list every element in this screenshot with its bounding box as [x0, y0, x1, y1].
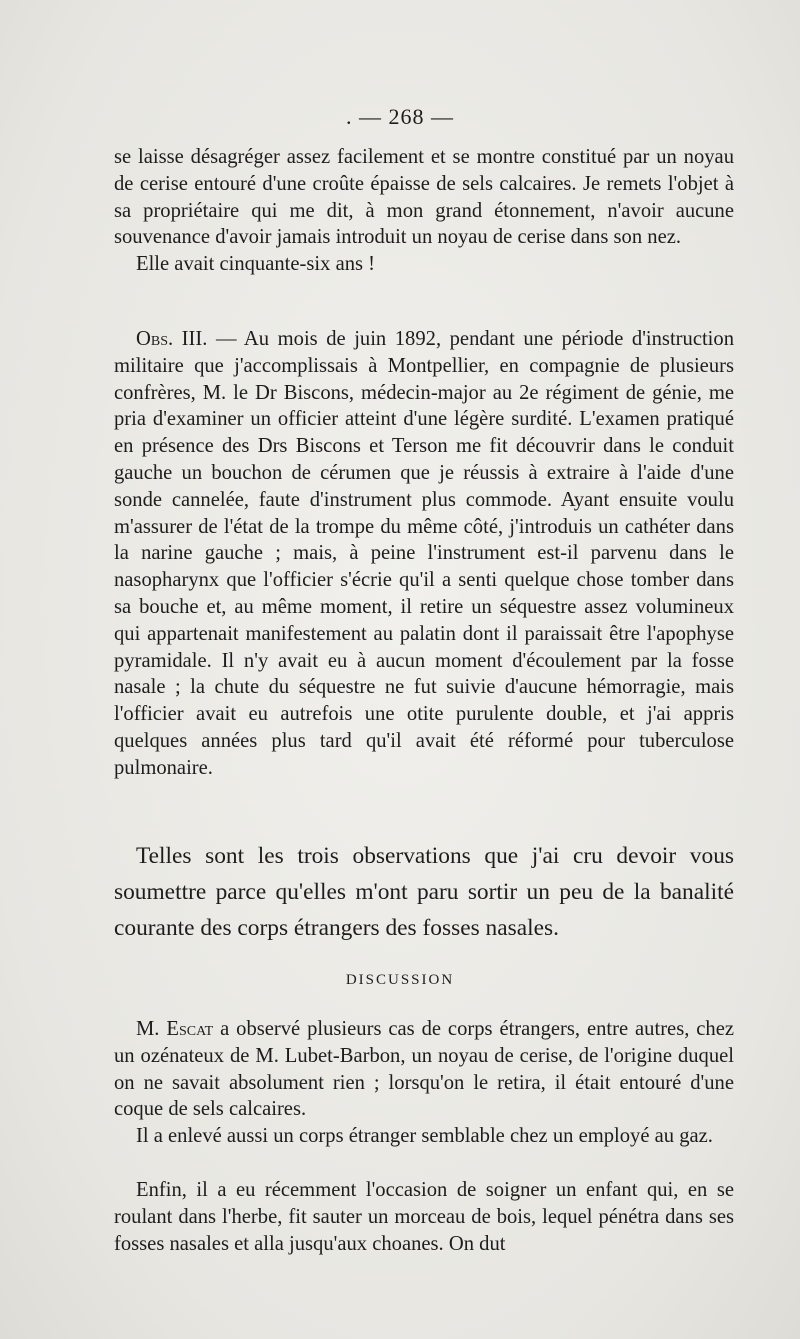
continuation-paragraph-block	[114, 144, 734, 278]
observation-text: — Au mois de juin 1892, pendant une période d'instruction militaire que j'accomplissais à Montpellier, en compagnie de plusieurs confrères, M. le Dr Biscons, médecin-major au 2e régiment de génie, me pria d'examiner un officier atteint d'une légère surdité. L'examen pratiqué en présence des Drs Biscons et Terson me fit découvrir dans le conduit gauche un bouchon de cérumen que je réussis à extraire à l'aide d'une sonde cannelée, faute d'instrument plus commode. Ayant ensuite voulu m'assurer de l'état de la trompe du même côté, j'introduis un cathéter dans la narine gauche ; mais, à peine l'instrument est-il parvenu dans le nasopharynx que l'officier s'écrie qu'il a senti quelque chose tomber dans sa bouche et, au même moment, il retire un séquestre assez volumineux qui appartenait manifestement au palatin dont il paraissait être l'apophyse pyramidale. Il n'y avait eu à aucun moment d'écoulement par la fosse nasale ; la chute du séquestre ne fut suivie d'aucune hémorragie, mais l'officier avait eu autrefois une otite purulente double, et j'ai appris quelques années plus tard qu'il avait été réformé pour tuberculose pulmonaire.	[114, 328, 734, 779]
discussion-paragraph-1	[114, 1016, 734, 1123]
speaker-name: M. Escat	[136, 1018, 214, 1040]
observation-label: Obs. III.	[136, 328, 208, 350]
page-number: . — 268 —	[346, 104, 454, 129]
observation-3	[114, 326, 734, 782]
continuation-paragraph: se laisse désagréger assez facilement et se montre constitué par un noyau de cerise entouré d'une croûte épaisse de sels calcaires. Je remets l'objet à sa propriétaire qui me dit, à mon grand étonnement, n'avoir aucune souvenance d'avoir jamais introduit un noyau de cerise dans son nez.	[114, 146, 734, 249]
discussion-paragraph-1-text: a observé plusieurs cas de corps étrangers, entre autres, chez un ozénateux de M. Lubet-Barbon, un noyau de cerise, de l'origine duquel on ne savait absolument rien ; lorsqu'on le retira, il était entouré d'une coque de sels calcaires.	[114, 1018, 734, 1121]
age-remark: Elle avait cinquante-six ans !	[136, 253, 376, 276]
discussion-paragraph-3: Enfin, il a eu récemment l'occasion de soigner un enfant qui, en se roulant dans l'herbe, fit sauter un morceau de bois, lequel pénétra dans ses fosses nasales et alla jusqu'aux choanes. On dut	[114, 1179, 734, 1255]
discussion-paragraph-3-block	[114, 1177, 734, 1257]
observation-3-paragraph	[114, 326, 734, 782]
conclusion-paragraph: Telles sont les trois observations que j'ai cru devoir vous soumettre parce qu'elles m'ont paru sortir un peu de la banalité courante des corps étrangers des fosses nasales.	[114, 843, 734, 941]
discussion-heading: DISCUSSION	[345, 972, 455, 988]
discussion-paragraph-1-block	[114, 1016, 734, 1123]
conclusion-block	[114, 838, 734, 946]
discussion-paragraph-2-block	[114, 1123, 734, 1150]
discussion-paragraph-2: Il a enlevé aussi un corps étranger semblable chez un employé au gaz.	[136, 1125, 713, 1147]
